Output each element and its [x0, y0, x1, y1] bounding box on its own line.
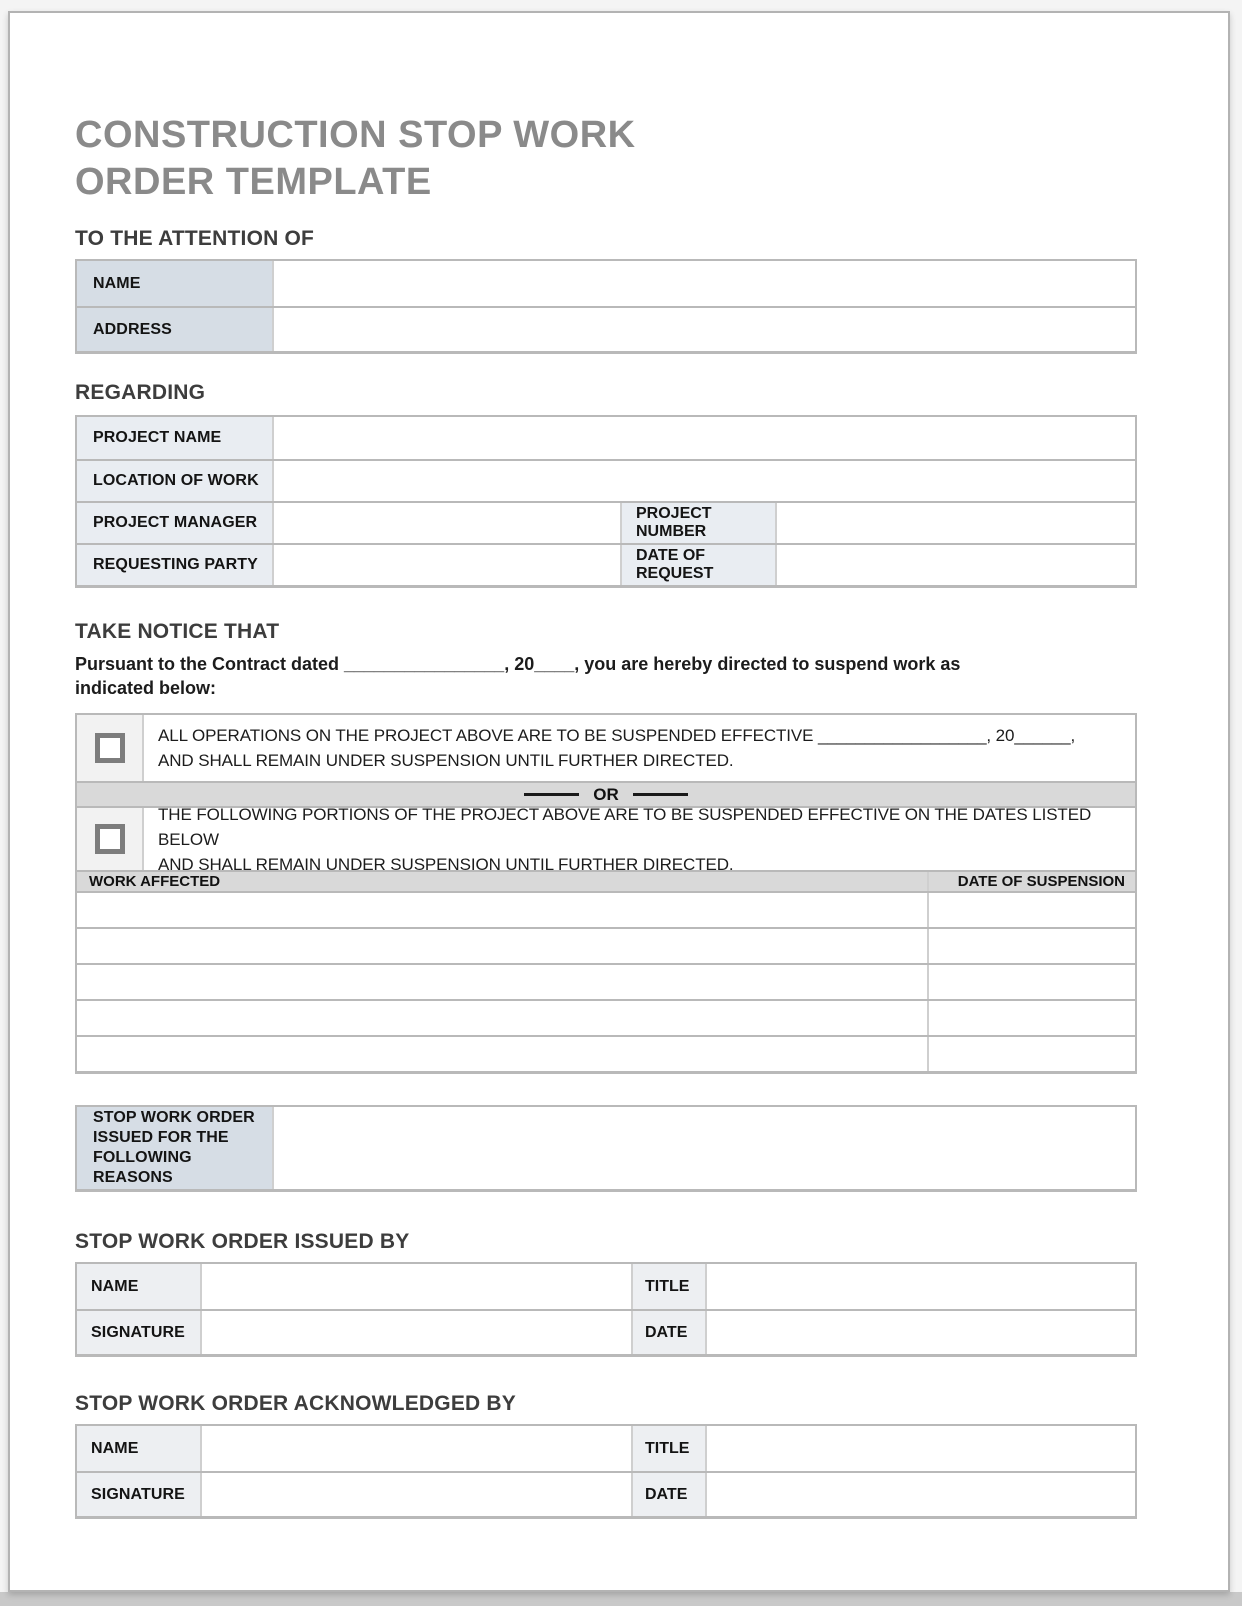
- work-affected-cell[interactable]: [77, 929, 927, 963]
- field-label-ack-signature: SIGNATURE: [77, 1473, 200, 1516]
- document-page: [8, 11, 1230, 1592]
- work-affected-cell[interactable]: [77, 965, 927, 999]
- field-label-ack-date: DATE: [631, 1473, 705, 1516]
- page-title: [75, 112, 1137, 206]
- field-value-reasons[interactable]: [272, 1107, 1135, 1189]
- field-label-date-of-request: DATE OF REQUEST: [620, 545, 775, 585]
- regarding-table: [75, 415, 1137, 588]
- work-affected-header: WORK AFFECTED: [89, 873, 221, 890]
- work-affected-header-row: [77, 870, 1135, 891]
- field-label-name: NAME: [77, 261, 272, 306]
- notice-intro-line1: Pursuant to the Contract dated ________________, 20____, you are hereby directed to suspend work as: [75, 654, 961, 674]
- field-value-issued-signature[interactable]: [200, 1311, 631, 1354]
- field-value-issued-name[interactable]: [200, 1264, 631, 1309]
- checkbox-cell: [77, 715, 142, 781]
- table-row: [77, 459, 1135, 501]
- suspension-options-table: [75, 713, 1137, 1074]
- date-of-suspension-cell[interactable]: [927, 965, 1135, 999]
- work-affected-row: [77, 927, 1135, 963]
- notice-intro-line2: indicated below:: [75, 678, 217, 698]
- table-row: [77, 417, 1135, 459]
- table-row: [77, 1471, 1135, 1516]
- work-affected-cell[interactable]: [77, 893, 927, 927]
- table-row: [77, 1309, 1135, 1354]
- field-value-ack-title[interactable]: [705, 1426, 1135, 1471]
- date-of-suspension-header: DATE OF SUSPENSION: [927, 872, 1135, 891]
- acknowledged-by-table: [75, 1424, 1137, 1519]
- field-value-issued-title[interactable]: [705, 1264, 1135, 1309]
- canvas-bottom-strip: [0, 1592, 1242, 1606]
- table-row: [77, 261, 1135, 306]
- field-label-issued-name: NAME: [77, 1264, 200, 1309]
- field-value-project-manager[interactable]: [272, 503, 620, 543]
- section-heading-issued-by: STOP WORK ORDER ISSUED BY: [75, 1230, 410, 1253]
- field-label-ack-name: NAME: [77, 1426, 200, 1471]
- notice-intro: [75, 652, 1137, 700]
- field-label-issued-title: TITLE: [631, 1264, 705, 1309]
- field-label-project-manager: PROJECT MANAGER: [77, 503, 272, 543]
- page-title-line2: ORDER TEMPLATE: [75, 161, 432, 203]
- field-value-ack-name[interactable]: [200, 1426, 631, 1471]
- work-affected-cell[interactable]: [77, 1001, 927, 1035]
- option-b-line1: THE FOLLOWING PORTIONS OF THE PROJECT ABOVE ARE TO BE SUSPENDED EFFECTIVE ON THE DATES LISTED BELOW: [158, 804, 1092, 849]
- table-row: [77, 501, 1135, 543]
- section-heading-regarding: REGARDING: [75, 381, 206, 404]
- section-heading-acknowledged-by: STOP WORK ORDER ACKNOWLEDGED BY: [75, 1392, 516, 1415]
- date-of-suspension-cell[interactable]: [927, 929, 1135, 963]
- work-affected-row: [77, 1035, 1135, 1071]
- option-b-line2: AND SHALL REMAIN UNDER SUSPENSION UNTIL FURTHER DIRECTED.: [158, 854, 734, 874]
- work-affected-row: [77, 963, 1135, 999]
- table-row: [77, 306, 1135, 351]
- field-label-reasons: STOP WORK ORDER ISSUED FOR THE FOLLOWING REASONS: [77, 1107, 272, 1189]
- field-value-date-of-request[interactable]: [775, 545, 1135, 585]
- field-value-name[interactable]: [272, 261, 1135, 306]
- field-value-issued-date[interactable]: [705, 1311, 1135, 1354]
- attention-table: [75, 259, 1137, 354]
- field-label-ack-title: TITLE: [631, 1426, 705, 1471]
- portions-checkbox[interactable]: [95, 824, 125, 854]
- or-divider-line-left: [524, 793, 579, 796]
- field-label-project-name: PROJECT NAME: [77, 417, 272, 459]
- field-value-location-of-work[interactable]: [272, 461, 1135, 501]
- work-affected-cell[interactable]: [77, 1037, 927, 1071]
- table-row: [77, 1264, 1135, 1309]
- table-row: [77, 543, 1135, 585]
- option-a-line2: AND SHALL REMAIN UNDER SUSPENSION UNTIL FURTHER DIRECTED.: [158, 751, 734, 770]
- option-portions-text: [142, 804, 1135, 874]
- field-value-address[interactable]: [272, 308, 1135, 351]
- field-label-requesting-party: REQUESTING PARTY: [77, 545, 272, 585]
- table-row: [77, 1426, 1135, 1471]
- field-label-issued-signature: SIGNATURE: [77, 1311, 200, 1354]
- section-heading-take-notice: TAKE NOTICE THAT: [75, 620, 280, 643]
- field-value-ack-date[interactable]: [705, 1473, 1135, 1516]
- all-operations-checkbox[interactable]: [95, 733, 125, 763]
- option-a-line1: ALL OPERATIONS ON THE PROJECT ABOVE ARE TO BE SUSPENDED EFFECTIVE __________________, 20______,: [158, 726, 1076, 745]
- issued-by-table: [75, 1262, 1137, 1357]
- work-affected-row: [77, 999, 1135, 1035]
- field-label-issued-date: DATE: [631, 1311, 705, 1354]
- page-title-line1: CONSTRUCTION STOP WORK: [75, 114, 636, 156]
- table-row: [77, 1107, 1135, 1189]
- date-of-suspension-cell[interactable]: [927, 1001, 1135, 1035]
- or-divider-label: OR: [593, 784, 619, 804]
- option-all-operations-text: [142, 715, 1135, 781]
- or-divider-line-right: [633, 793, 688, 796]
- field-label-address: ADDRESS: [77, 308, 272, 351]
- checkbox-cell: [77, 808, 142, 870]
- field-label-project-number: PROJECT NUMBER: [620, 503, 775, 543]
- date-of-suspension-cell[interactable]: [927, 1037, 1135, 1071]
- field-value-project-name[interactable]: [272, 417, 1135, 459]
- work-affected-row: [77, 891, 1135, 927]
- field-value-requesting-party[interactable]: [272, 545, 620, 585]
- field-value-ack-signature[interactable]: [200, 1473, 631, 1516]
- field-value-project-number[interactable]: [775, 503, 1135, 543]
- section-heading-attention: TO THE ATTENTION OF: [75, 227, 315, 250]
- reasons-table: [75, 1105, 1137, 1192]
- date-of-suspension-cell[interactable]: [927, 893, 1135, 927]
- option-portions-row: [77, 804, 1135, 874]
- field-label-location-of-work: LOCATION OF WORK: [77, 461, 272, 501]
- option-all-operations-row: [77, 715, 1135, 781]
